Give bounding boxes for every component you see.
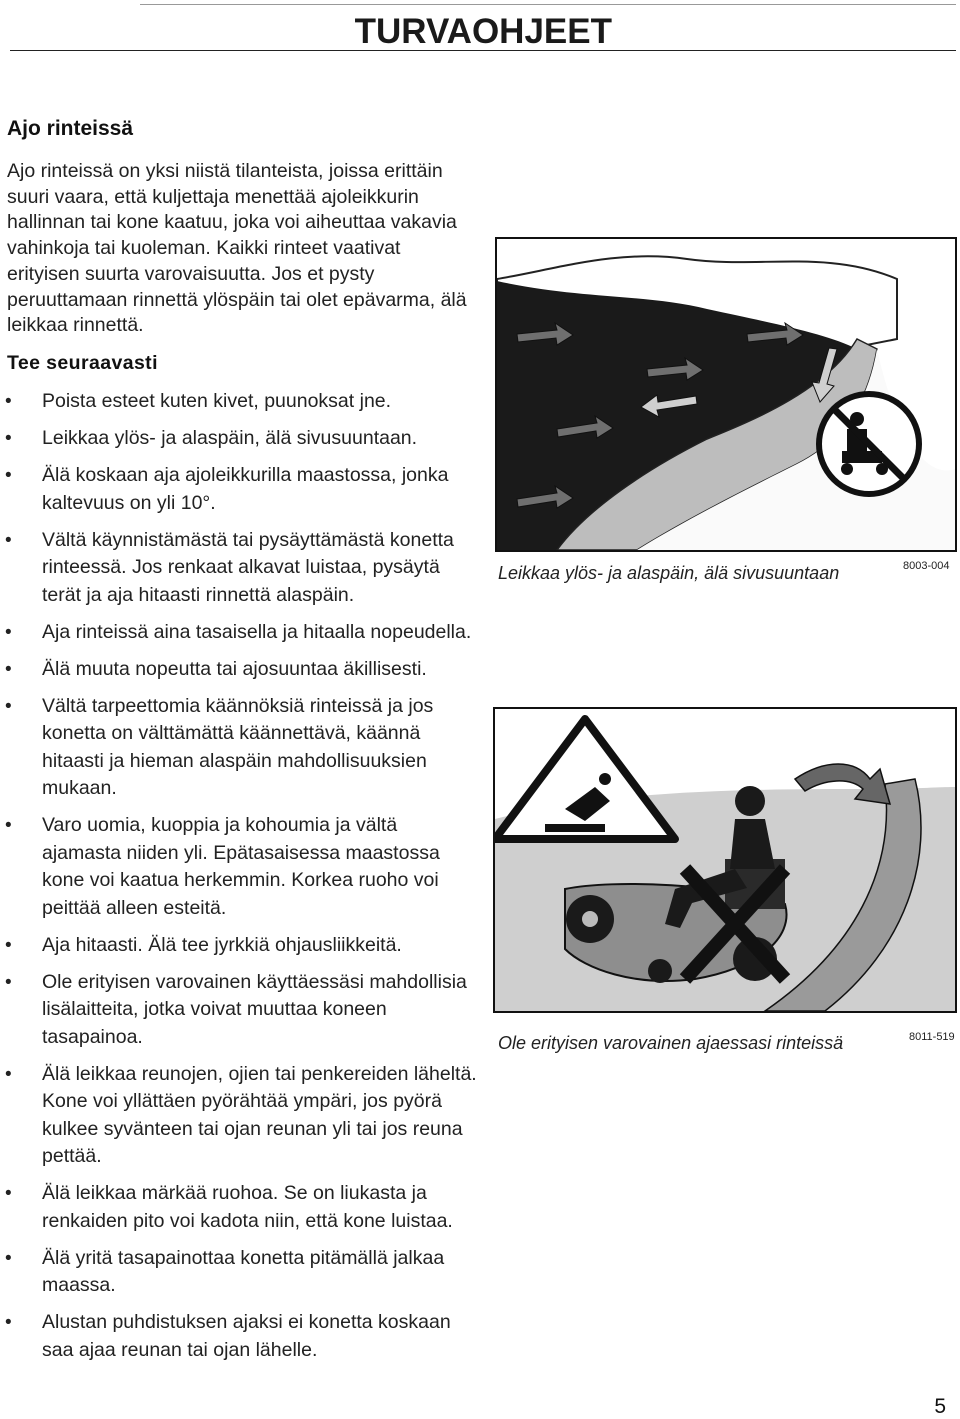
list-item — [0, 462, 480, 517]
figure-1-code: 8003-004 — [903, 560, 950, 572]
bullet-icon: • — [5, 1247, 12, 1269]
slope-mowing-direction-illustration — [495, 237, 957, 552]
list-item — [0, 388, 480, 416]
list-item — [0, 969, 480, 1052]
bullet-icon: • — [5, 971, 12, 993]
figure-2-caption: Ole erityisen varovainen ajaessasi rinteissä — [498, 1033, 844, 1053]
list-item-text: Poista esteet kuten kivet, puunoksat jne. — [42, 390, 392, 412]
list-item-text: Ole erityisen varovainen käyttäessäsi mahdollisia lisälaitteita, jotka voivat muuttaa koneen tasapainoa. — [42, 970, 467, 1048]
intro-paragraph: Ajo rinteissä on yksi niistä tilanteista, joissa erittäin suuri vaara, että kuljettaja menettää ajoleikkurin hallinnan tai kone kaatuu, joka voi aiheuttaa vakavia vahinkoja tai kuoleman. Kaikki rinteet vaativat erityisen suurta varovaisuutta. Jos et pysty peruuttamaan rinnettä ylöspäin tai olet epävarma, älä leikkaa rinnettä. — [7, 160, 467, 337]
list-item-text: Älä yritä tasapainottaa konetta pitämällä jalkaa maassa. — [42, 1246, 445, 1296]
instructions-subheading: Tee seuraavasti — [7, 352, 158, 374]
bullet-icon: • — [5, 1183, 12, 1204]
page-number: 5 — [934, 1395, 946, 1418]
figure-2-code: 8011-519 — [909, 1031, 955, 1043]
list-item-text: Vältä käynnistämästä tai pysäyttämästä konetta rinteessä. Jos renkaat alkavat luistaa, pysäytä terät ja aja hitaasti rinnettä alaspäin. — [42, 528, 454, 606]
bullet-icon: • — [5, 391, 12, 412]
bullet-icon: • — [5, 934, 12, 956]
list-item — [0, 1180, 480, 1235]
list-item-text: Älä koskaan aja ajoleikkurilla maastossa, jonka kaltevuus on yli 10°. — [42, 464, 449, 514]
rider-on-slope-warning-illustration — [493, 707, 957, 1013]
safety-rules-list — [0, 388, 480, 1374]
list-item-text: Aja rinteissä aina tasaisella ja hitaalla nopeudella. — [42, 620, 472, 643]
figure-1-caption: Leikkaa ylös- ja alaspäin, älä sivusuuntaan — [498, 563, 840, 583]
bullet-icon: • — [5, 1312, 12, 1333]
list-item — [0, 932, 480, 960]
header-divider — [10, 50, 956, 51]
list-item-text: Varo uomia, kuoppia ja kohoumia ja vältä ajamasta niiden yli. Epätasaisessa maastossa kone voi kaatua herkemmin. Korkea ruoho voi peittää alleen esteitä. — [42, 814, 440, 919]
bullet-icon: • — [5, 621, 12, 643]
list-item-text: Alustan puhdistuksen ajaksi ei konetta koskaan saa ajaa reunan tai ojan lähelle. — [42, 1311, 451, 1361]
bullet-icon: • — [5, 465, 12, 486]
top-border-line — [140, 4, 956, 5]
bullet-icon: • — [5, 695, 12, 717]
page-header-title: TURVAOHJEET — [354, 12, 612, 51]
list-item — [0, 812, 480, 922]
list-item-text: Leikkaa ylös- ja alaspäin, älä sivusuuntaan. — [42, 427, 418, 449]
list-item — [0, 425, 480, 453]
list-item — [0, 1309, 480, 1364]
bullet-icon: • — [5, 658, 12, 680]
list-item — [0, 656, 480, 684]
bullet-icon: • — [5, 815, 12, 836]
list-item-text: Älä muuta nopeutta tai ajosuuntaa äkillisesti. — [42, 657, 427, 680]
bullet-icon: • — [5, 428, 12, 449]
list-item — [0, 1061, 480, 1171]
list-item-text: Aja hitaasti. Älä tee jyrkkiä ohjausliikkeitä. — [42, 933, 402, 956]
bullet-icon: • — [5, 529, 12, 551]
list-item — [0, 1245, 480, 1300]
section-heading: Ajo rinteissä — [7, 117, 134, 140]
list-item — [0, 693, 480, 803]
list-item — [0, 527, 480, 610]
list-item-text: Älä leikkaa reunojen, ojien tai penkereiden läheltä. Kone voi yllättäen pyörähtää ympäri, jos pyörä kulkee syvänteen tai ojan reunan yli tai jos reuna pettää. — [42, 1062, 477, 1167]
list-item — [0, 619, 480, 647]
bullet-icon: • — [5, 1063, 12, 1085]
list-item-text: Älä leikkaa märkää ruohoa. Se on liukasta ja renkaiden pito voi kadota niin, että kone luistaa. — [42, 1182, 453, 1232]
list-item-text: Vältä tarpeettomia käännöksiä rinteissä ja jos konetta on välttämättä käännettävä, käännä hitaasti ja hieman alaspäin mahdollisuuksien mukaan. — [42, 694, 434, 799]
